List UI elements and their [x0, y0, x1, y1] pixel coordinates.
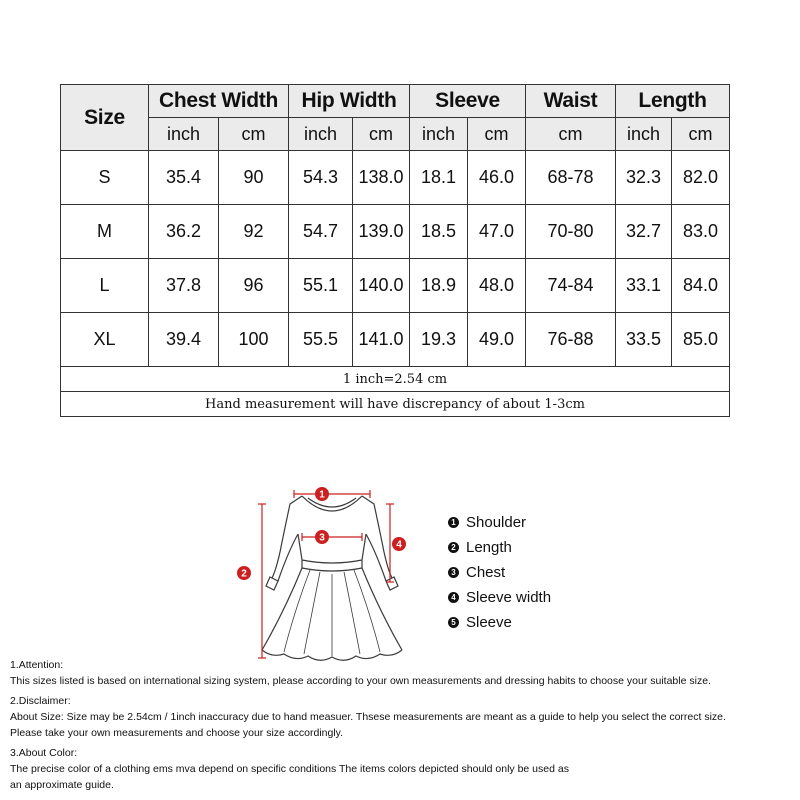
svg-text:3: 3	[319, 532, 325, 544]
table-cell: 54.3	[289, 151, 353, 205]
discrepancy-note: Hand measurement will have discrepancy of about 1-3cm	[61, 392, 730, 417]
note-about-color	[10, 745, 795, 793]
conversion-note: 1 inch=2.54 cm	[61, 367, 730, 392]
legend-label: Shoulder	[466, 514, 527, 531]
unit-cell: inch	[616, 118, 672, 151]
svg-text:4: 4	[396, 539, 402, 551]
note-disclaimer	[10, 693, 795, 741]
note-text: an approximate guide.	[10, 779, 114, 791]
note-text: The precise color of a clothing ems mva depend on specific conditions The items colors depicted should only be used as	[10, 763, 569, 775]
note-title: 1.Attention:	[10, 659, 64, 671]
legend-item-sleeve-width	[448, 585, 551, 610]
table-cell: L	[61, 259, 149, 313]
table-row	[61, 313, 730, 367]
table-cell: 33.5	[616, 313, 672, 367]
table-cell: 68-78	[526, 151, 616, 205]
table-cell: XL	[61, 313, 149, 367]
table-cell: 32.7	[616, 205, 672, 259]
legend-number-icon: 1	[448, 517, 459, 528]
note-text: Please take your own measurements and choose your size accordingly.	[10, 727, 344, 739]
measurement-legend	[448, 510, 551, 635]
table-cell: 35.4	[149, 151, 219, 205]
header-waist: Waist	[526, 85, 616, 118]
table-cell: 76-88	[526, 313, 616, 367]
header-length: Length	[616, 85, 730, 118]
table-cell: 47.0	[468, 205, 526, 259]
unit-cell: inch	[289, 118, 353, 151]
table-row	[61, 259, 730, 313]
marker-3	[315, 530, 329, 544]
table-cell: 139.0	[353, 205, 410, 259]
unit-cell: inch	[149, 118, 219, 151]
unit-cell: cm	[219, 118, 289, 151]
header-size: Size	[61, 85, 149, 151]
table-cell: 138.0	[353, 151, 410, 205]
table-cell: 48.0	[468, 259, 526, 313]
table-cell: 18.9	[410, 259, 468, 313]
table-cell: 92	[219, 205, 289, 259]
table-cell: 54.7	[289, 205, 353, 259]
table-cell: 46.0	[468, 151, 526, 205]
table-cell: 55.5	[289, 313, 353, 367]
table-row	[61, 205, 730, 259]
note-title: 2.Disclaimer:	[10, 695, 71, 707]
unit-cell: cm	[672, 118, 730, 151]
legend-label: Length	[466, 539, 512, 556]
svg-text:2: 2	[241, 568, 247, 580]
table-cell: 74-84	[526, 259, 616, 313]
table-cell: 49.0	[468, 313, 526, 367]
table-cell: 36.2	[149, 205, 219, 259]
legend-label: Sleeve width	[466, 589, 552, 606]
legend-item-sleeve	[448, 610, 551, 635]
note-attention	[10, 657, 795, 689]
size-chart-table	[60, 84, 730, 417]
measurement-lines	[258, 490, 394, 658]
table-cell: 18.5	[410, 205, 468, 259]
marker-2	[237, 566, 251, 580]
table-cell: 83.0	[672, 205, 730, 259]
legend-number-icon: 5	[448, 617, 459, 628]
table-cell: 100	[219, 313, 289, 367]
table-cell: 96	[219, 259, 289, 313]
marker-1	[315, 487, 329, 501]
unit-cell: cm	[526, 118, 616, 151]
unit-row	[61, 118, 730, 151]
table-cell: 39.4	[149, 313, 219, 367]
table-cell: 70-80	[526, 205, 616, 259]
legend-item-chest	[448, 560, 551, 585]
table-cell: 141.0	[353, 313, 410, 367]
legend-number-icon: 4	[448, 592, 459, 603]
table-cell: 18.1	[410, 151, 468, 205]
table-row	[61, 151, 730, 205]
header-sleeve: Sleeve	[410, 85, 526, 118]
unit-cell: cm	[468, 118, 526, 151]
table-cell: 90	[219, 151, 289, 205]
table-cell: S	[61, 151, 149, 205]
legend-label: Sleeve	[466, 614, 512, 631]
header-chest-width: Chest Width	[149, 85, 289, 118]
table-cell: 140.0	[353, 259, 410, 313]
table-cell: 82.0	[672, 151, 730, 205]
unit-cell: inch	[410, 118, 468, 151]
table-cell: 19.3	[410, 313, 468, 367]
marker-4	[392, 537, 406, 551]
legend-item-length	[448, 535, 551, 560]
discrepancy-note-row	[61, 392, 730, 417]
table-cell: 85.0	[672, 313, 730, 367]
dress-outline-icon	[262, 496, 402, 660]
legend-number-icon: 2	[448, 542, 459, 553]
table-cell: 84.0	[672, 259, 730, 313]
legend-label: Chest	[466, 564, 506, 581]
legend-number-icon: 3	[448, 567, 459, 578]
table-cell: 32.3	[616, 151, 672, 205]
note-title: 3.About Color:	[10, 747, 78, 759]
conversion-note-row	[61, 367, 730, 392]
header-row	[61, 85, 730, 118]
notes-section	[10, 657, 795, 797]
table-cell: 37.8	[149, 259, 219, 313]
svg-text:1: 1	[319, 489, 325, 501]
note-text: About Size: Size may be 2.54cm / 1inch inaccuracy due to hand measuer. Thsese measurements are meant as a guide to help you select the correct size.	[10, 711, 726, 723]
unit-cell: cm	[353, 118, 410, 151]
header-hip-width: Hip Width	[289, 85, 410, 118]
table-cell: 55.1	[289, 259, 353, 313]
legend-item-shoulder	[448, 510, 551, 535]
dress-measurement-diagram	[232, 482, 432, 667]
table-cell: 33.1	[616, 259, 672, 313]
note-text: This sizes listed is based on international sizing system, please according to your own measurements and dressing habits to choose your suitable size.	[10, 675, 711, 687]
table-cell: M	[61, 205, 149, 259]
